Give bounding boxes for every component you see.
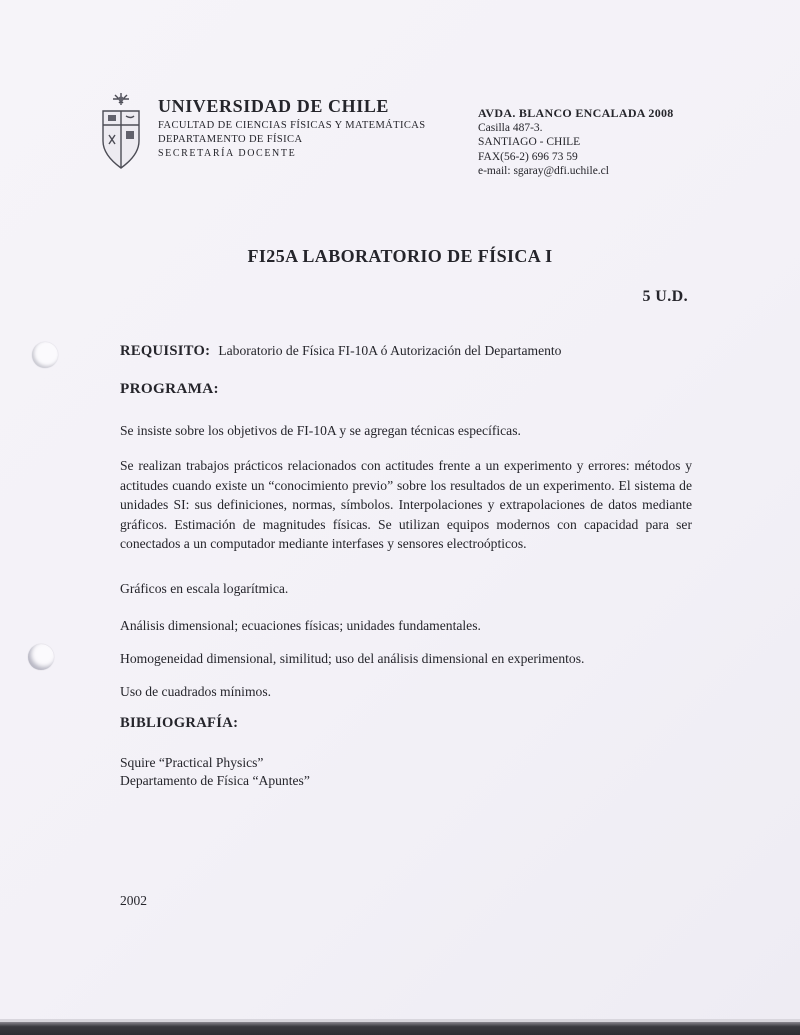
address-fax: FAX(56-2) 696 73 59 [478,150,578,163]
hole-punch-top [32,342,58,368]
address-po-box: Casilla 487-3. [478,121,543,134]
address-email: e-mail: sgaray@dfi.uchile.cl [478,165,609,177]
bibliography-item: Departamento de Física “Apuntes” [120,773,310,788]
requisite-text: Laboratorio de Física FI-10A ó Autorización del Departamento [218,343,562,358]
department-name: DEPARTAMENTO DE FÍSICA [158,134,303,145]
hole-punch-bottom [28,644,54,670]
program-paragraph: Se realizan trabajos prácticos relacionados con actitudes frente a un experimento y errores: métodos y actitudes cuando existe un “conocimiento previo” sobre los resultados de un experimento. El sistema de unidades SI: sus definiciones, normas, símbolos. Interpolaciones y extrapolaciones de datos mediante gráficos. Estimación de magnitudes físicas. Se utilizan equipos modernos con capacidad para ser conectados a un computador mediante interfases y sensores electroópticos. [120,458,692,551]
address-street: AVDA. BLANCO ENCALADA 2008 [478,106,674,120]
program-label: PROGRAMA: [120,380,219,397]
course-credits: 5 U.D. [642,288,688,305]
bibliography-item: Squire “Practical Physics” [120,755,264,770]
program-paragraph: Análisis dimensional; ecuaciones físicas; unidades fundamentales. [120,618,481,633]
faculty-name: FACULTAD DE CIENCIAS FÍSICAS Y MATEMÁTICAS [158,120,426,131]
university-name: UNIVERSIDAD DE CHILE [158,96,390,116]
requisite-label: REQUISITO: [120,343,211,359]
requisite-line [120,341,692,362]
bibliography-label: BIBLIOGRAFÍA: [120,715,239,731]
university-crest-icon [90,92,152,172]
course-title: FI25A LABORATORIO DE FÍSICA I [247,246,553,266]
scan-bottom-edge [0,1022,800,1035]
document-year: 2002 [120,893,147,908]
letterhead-org-block [158,96,426,159]
address-city: SANTIAGO - CHILE [478,136,581,148]
letterhead-address-block [478,106,674,179]
program-paragraph: Se insiste sobre los objetivos de FI-10A y se agregan técnicas específicas. [120,423,521,438]
office-name: SECRETARÍA DOCENTE [158,148,297,159]
program-paragraph: Homogeneidad dimensional, similitud; uso del análisis dimensional en experimentos. [120,651,585,666]
program-paragraph: Uso de cuadrados mínimos. [120,684,272,699]
program-paragraph: Gráficos en escala logarítmica. [120,581,289,596]
